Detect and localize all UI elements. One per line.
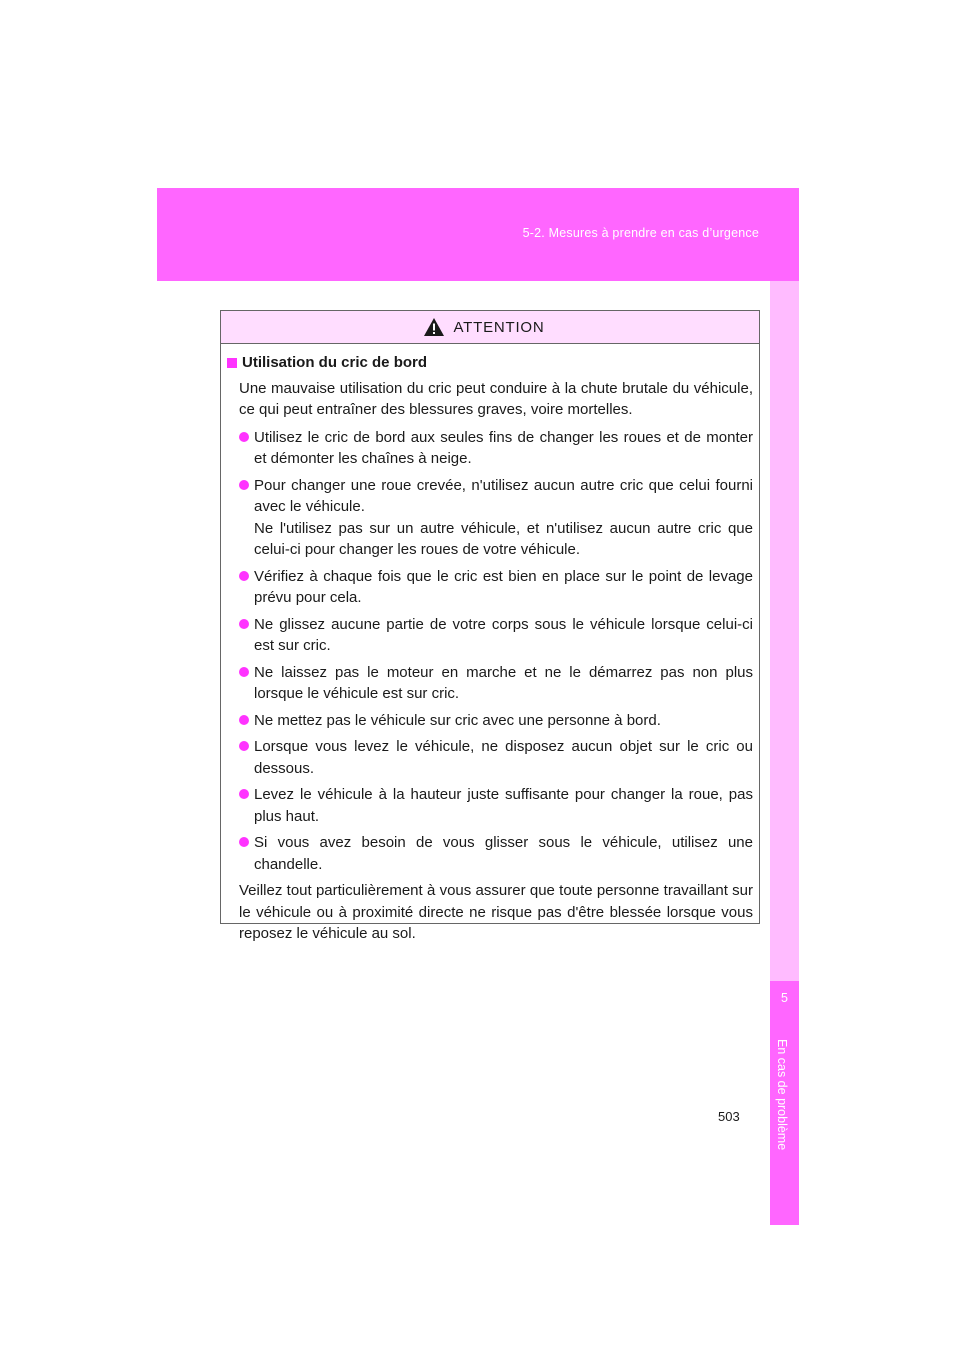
- bullet-text: Ne laissez pas le moteur en marche et ne le démarrez pas non plus lorsque le véhicule est sur cric.: [254, 663, 753, 702]
- bullet-dot-icon: [239, 480, 249, 490]
- chapter-number: 5: [781, 991, 788, 1005]
- bullet-dot-icon: [239, 741, 249, 751]
- heading-text: Utilisation du cric de bord: [242, 354, 428, 371]
- list-item: [239, 662, 753, 705]
- bullet-text: Ne mettez pas le véhicule sur cric avec une personne à bord.: [254, 711, 661, 729]
- section-title: 5-2. Mesures à prendre en cas d’urgence: [522, 226, 759, 240]
- section-heading: [227, 352, 753, 374]
- warning-triangle-icon: [423, 317, 445, 337]
- side-tab-strip: [770, 281, 799, 1169]
- warning-title: ATTENTION: [453, 318, 545, 336]
- square-bullet-icon: [227, 358, 237, 368]
- chapter-tab: [770, 981, 799, 1225]
- warning-content: [221, 344, 759, 945]
- bullet-dot-icon: [239, 667, 249, 677]
- bullet-text: Lorsque vous levez le véhicule, ne disposez aucun objet sur le cric ou dessous.: [254, 738, 753, 777]
- list-item: [239, 832, 753, 875]
- header-band: [157, 188, 799, 281]
- bullet-text: Utilisez le cric de bord aux seules fins de changer les roues et de monter et démonter les chaînes à neige.: [254, 428, 753, 467]
- bullet-dot-icon: [239, 619, 249, 629]
- list-item: [239, 736, 753, 779]
- bullet-text: Si vous avez besoin de vous glisser sous le véhicule, utilisez une chandelle.: [254, 834, 753, 873]
- list-item: [239, 427, 753, 470]
- closing-paragraph: Veillez tout particulièrement à vous assurer que toute personne travaillant sur le véhicule ou à proximité directe ne risque pas d'être blessée lorsque vous reposez le véhicule au sol.: [239, 882, 753, 942]
- bullet-dot-icon: [239, 715, 249, 725]
- bullet-dot-icon: [239, 571, 249, 581]
- list-item: [239, 566, 753, 609]
- bullet-text: Levez le véhicule à la hauteur juste suffisante pour changer la roue, pas plus haut.: [254, 786, 753, 825]
- bullet-text: Pour changer une roue crevée, n'utilisez aucun autre cric que celui fourni avec le véhicule.: [254, 476, 753, 515]
- chapter-label: En cas de problème: [775, 1039, 789, 1151]
- bullet-text: Ne glissez aucune partie de votre corps sous le véhicule lorsque celui-ci est sur cric.: [254, 615, 753, 654]
- bullet-dot-icon: [239, 837, 249, 847]
- warning-header: [221, 311, 759, 344]
- list-item: [239, 710, 753, 732]
- bullet-text: Vérifiez à chaque fois que le cric est bien en place sur le point de levage prévu pour cela.: [254, 567, 753, 606]
- bullet-list: [227, 427, 753, 876]
- bullet-text: Ne l'utilisez pas sur un autre véhicule, et n'utilisez aucun autre cric que celui-ci pour changer les roues de votre véhicule.: [254, 519, 753, 558]
- intro-paragraph: Une mauvaise utilisation du cric peut conduire à la chute brutale du véhicule, ce qui peut entraîner des blessures graves, voire mortelles.: [239, 379, 753, 418]
- list-item: [239, 784, 753, 827]
- page-number: 503: [718, 1109, 740, 1124]
- bullet-dot-icon: [239, 789, 249, 799]
- list-item: [239, 614, 753, 657]
- list-item: [239, 475, 753, 561]
- warning-box: [220, 310, 760, 942]
- bullet-dot-icon: [239, 432, 249, 442]
